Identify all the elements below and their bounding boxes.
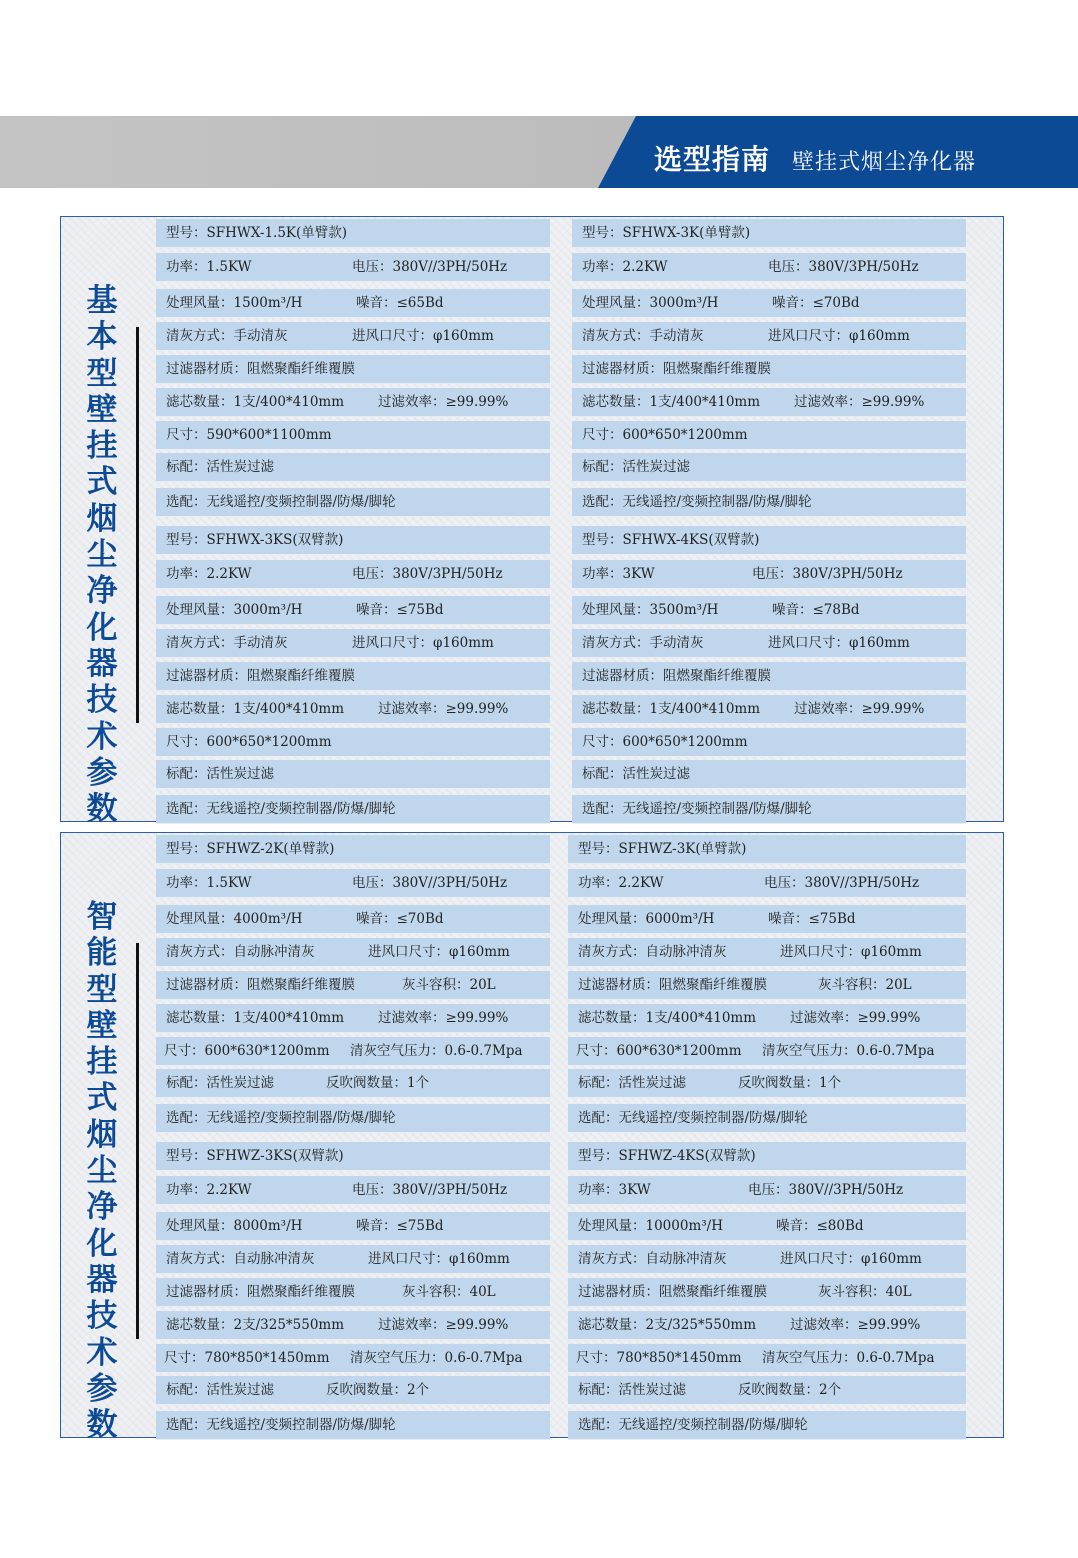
- spec-row-filter-material: [156, 971, 550, 1000]
- spec-row-filter-material: [156, 662, 550, 691]
- spec-voltage: 电压：380V/3PH/50Hz: [768, 259, 919, 275]
- spec-row-power: [156, 253, 550, 282]
- spec-row-airflow: [156, 1212, 550, 1241]
- spec-airflow: 处理风量：10000m³/H: [578, 1218, 723, 1234]
- spec-cleaning: 清灰方式：自动脉冲清灰: [578, 944, 727, 960]
- spec-air-pressure: 清灰空气压力：0.6-0.7Mpa: [762, 1043, 935, 1059]
- header-gray-band: [0, 116, 640, 188]
- spec-filter-count: 滤芯数量：2支/325*550mm: [166, 1317, 345, 1333]
- spec-power: 功率：2.2KW: [166, 566, 252, 582]
- spec-efficiency: 过滤效率：≥99.99%: [790, 1010, 921, 1026]
- spec-row-filter-count: [572, 388, 966, 417]
- spec-row-standard: [572, 760, 966, 789]
- spec-cleaning: 清灰方式：自动脉冲清灰: [166, 1251, 315, 1267]
- spec-row-size: [572, 728, 966, 757]
- spec-filter-material: 过滤器材质：阻燃聚酯纤维覆膜: [166, 361, 355, 377]
- spec-row-standard: [156, 760, 550, 789]
- spec-voltage: 电压：380V/3PH/50Hz: [752, 566, 903, 582]
- spec-airflow: 处理风量：8000m³/H: [166, 1218, 303, 1234]
- spec-row-airflow: [156, 596, 550, 625]
- spec-voltage: 电压：380V//3PH/50Hz: [748, 1182, 904, 1198]
- spec-hopper: 灰斗容积：40L: [818, 1284, 912, 1300]
- spec-airflow: 处理风量：4000m³/H: [166, 911, 303, 927]
- spec-row-cleaning: [572, 629, 966, 658]
- spec-row-power: [568, 869, 966, 898]
- spec-efficiency: 过滤效率：≥99.99%: [790, 1317, 921, 1333]
- spec-standard: 标配：活性炭过滤: [578, 1382, 686, 1398]
- spec-cleaning: 清灰方式：自动脉冲清灰: [578, 1251, 727, 1267]
- spec-row-power: [572, 560, 966, 589]
- spec-noise: 噪音：≤70Bd: [772, 295, 860, 311]
- spec-row-filter-count: [156, 388, 550, 417]
- spec-cleaning: 清灰方式：手动清灰: [582, 328, 704, 344]
- spec-size: 尺寸：600*650*1200mm: [166, 734, 332, 750]
- spec-standard: 标配：活性炭过滤: [166, 1382, 274, 1398]
- spec-filter-count: 滤芯数量：1支/400*410mm: [166, 394, 345, 410]
- product-card-sfhwz-2k: [156, 835, 550, 1133]
- spec-inlet: 进风口尺寸：φ160mm: [768, 635, 910, 651]
- spec-noise: 噪音：≤65Bd: [356, 295, 444, 311]
- spec-inlet: 进风口尺寸：φ160mm: [368, 944, 510, 960]
- spec-row-filter-material: [568, 1278, 966, 1307]
- spec-valves: 反吹阀数量：1个: [326, 1075, 430, 1091]
- spec-size: 尺寸：600*650*1200mm: [582, 734, 748, 750]
- spec-row-size: [156, 1037, 550, 1066]
- spec-model: 型号：SFHWX-4KS(双臂款): [582, 532, 760, 548]
- spec-row-model: [156, 835, 550, 864]
- spec-row-filter-count: [572, 695, 966, 724]
- spec-voltage: 电压：380V//3PH/50Hz: [352, 1182, 508, 1198]
- spec-row-filter-material: [568, 971, 966, 1000]
- spec-row-optional: [156, 488, 550, 517]
- section-title-bar: [136, 327, 139, 723]
- spec-airflow: 处理风量：3000m³/H: [582, 295, 719, 311]
- spec-filter-count: 滤芯数量：2支/325*550mm: [578, 1317, 757, 1333]
- spec-row-model: [572, 219, 966, 248]
- spec-inlet: 进风口尺寸：φ160mm: [352, 635, 494, 651]
- spec-filter-count: 滤芯数量：1支/400*410mm: [582, 701, 761, 717]
- spec-power: 功率：1.5KW: [166, 259, 252, 275]
- spec-row-optional: [572, 488, 966, 517]
- spec-inlet: 进风口尺寸：φ160mm: [780, 1251, 922, 1267]
- spec-row-airflow: [568, 905, 966, 934]
- spec-standard: 标配：活性炭过滤: [582, 766, 690, 782]
- spec-row-cleaning: [156, 629, 550, 658]
- spec-filter-count: 滤芯数量：1支/400*410mm: [582, 394, 761, 410]
- spec-row-model: [568, 835, 966, 864]
- section-title: 智能型壁挂式烟尘净化器技术参数: [86, 899, 118, 1444]
- spec-power: 功率：3KW: [578, 1182, 651, 1198]
- spec-filter-material: 过滤器材质：阻燃聚酯纤维覆膜: [578, 977, 767, 993]
- spec-cleaning: 清灰方式：自动脉冲清灰: [166, 944, 315, 960]
- spec-efficiency: 过滤效率：≥99.99%: [378, 701, 509, 717]
- spec-row-power: [156, 869, 550, 898]
- spec-row-filter-material: [156, 1278, 550, 1307]
- spec-row-cleaning: [156, 1245, 550, 1274]
- spec-filter-material: 过滤器材质：阻燃聚酯纤维覆膜: [166, 1284, 355, 1300]
- spec-row-airflow: [156, 905, 550, 934]
- spec-row-power: [572, 253, 966, 282]
- section-title: 基本型壁挂式烟尘净化器技术参数: [86, 283, 118, 828]
- spec-voltage: 电压：380V//3PH/50Hz: [352, 875, 508, 891]
- spec-row-optional: [156, 1411, 550, 1440]
- spec-row-filter-material: [572, 355, 966, 384]
- spec-row-filter-count: [156, 1004, 550, 1033]
- spec-row-optional: [568, 1104, 966, 1133]
- spec-filter-count: 滤芯数量：1支/400*410mm: [166, 701, 345, 717]
- spec-row-size: [568, 1037, 966, 1066]
- spec-row-standard: [568, 1069, 966, 1098]
- spec-optional: 选配：无线遥控/变频控制器/防爆/脚轮: [166, 801, 396, 817]
- spec-row-standard: [572, 453, 966, 482]
- spec-row-model: [156, 526, 550, 555]
- spec-filter-material: 过滤器材质：阻燃聚酯纤维覆膜: [166, 977, 355, 993]
- page-title: 选型指南: [654, 143, 771, 176]
- spec-size: 尺寸：600*630*1200mm: [164, 1043, 330, 1059]
- spec-row-model: [156, 1142, 550, 1171]
- spec-size: 尺寸：600*650*1200mm: [582, 427, 748, 443]
- spec-row-standard: [568, 1376, 966, 1405]
- spec-standard: 标配：活性炭过滤: [166, 459, 274, 475]
- spec-row-standard: [156, 1376, 550, 1405]
- spec-efficiency: 过滤效率：≥99.99%: [378, 394, 509, 410]
- spec-row-power: [156, 560, 550, 589]
- spec-size: 尺寸：780*850*1450mm: [576, 1350, 742, 1366]
- spec-row-size: [568, 1344, 966, 1373]
- spec-row-standard: [156, 1069, 550, 1098]
- spec-model: 型号：SFHWZ-4KS(双臂款): [578, 1148, 756, 1164]
- spec-standard: 标配：活性炭过滤: [166, 766, 274, 782]
- spec-row-airflow: [572, 289, 966, 318]
- spec-model: 型号：SFHWZ-3K(单臂款): [578, 841, 747, 857]
- spec-standard: 标配：活性炭过滤: [166, 1075, 274, 1091]
- spec-optional: 选配：无线遥控/变频控制器/防爆/脚轮: [166, 1417, 396, 1433]
- spec-row-airflow: [568, 1212, 966, 1241]
- spec-row-airflow: [156, 289, 550, 318]
- spec-noise: 噪音：≤80Bd: [776, 1218, 864, 1234]
- section-title-bar: [136, 943, 139, 1339]
- spec-model: 型号：SFHWZ-2K(单臂款): [166, 841, 335, 857]
- spec-optional: 选配：无线遥控/变频控制器/防爆/脚轮: [166, 494, 396, 510]
- spec-row-filter-material: [572, 662, 966, 691]
- spec-model: 型号：SFHWX-3KS(双臂款): [166, 532, 344, 548]
- smart-model-section: [60, 832, 1004, 1444]
- spec-optional: 选配：无线遥控/变频控制器/防爆/脚轮: [578, 1110, 808, 1126]
- spec-row-optional: [156, 795, 550, 824]
- product-card-sfhwx-1-5k: [156, 219, 550, 517]
- spec-row-cleaning: [572, 322, 966, 351]
- product-card-sfhwz-3ks: [156, 1142, 550, 1440]
- spec-row-airflow: [572, 596, 966, 625]
- spec-filter-count: 滤芯数量：1支/400*410mm: [166, 1010, 345, 1026]
- spec-row-optional: [572, 795, 966, 824]
- spec-hopper: 灰斗容积：40L: [402, 1284, 496, 1300]
- spec-row-power: [156, 1176, 550, 1205]
- spec-power: 功率：3KW: [582, 566, 655, 582]
- spec-efficiency: 过滤效率：≥99.99%: [794, 701, 925, 717]
- spec-air-pressure: 清灰空气压力：0.6-0.7Mpa: [762, 1350, 935, 1366]
- spec-optional: 选配：无线遥控/变频控制器/防爆/脚轮: [578, 1417, 808, 1433]
- spec-row-optional: [156, 1104, 550, 1133]
- spec-row-size: [156, 1344, 550, 1373]
- spec-noise: 噪音：≤75Bd: [356, 1218, 444, 1234]
- spec-inlet: 进风口尺寸：φ160mm: [780, 944, 922, 960]
- spec-power: 功率：2.2KW: [166, 1182, 252, 1198]
- spec-row-size: [156, 728, 550, 757]
- spec-efficiency: 过滤效率：≥99.99%: [794, 394, 925, 410]
- spec-cleaning: 清灰方式：手动清灰: [166, 328, 288, 344]
- spec-power: 功率：1.5KW: [166, 875, 252, 891]
- spec-row-optional: [568, 1411, 966, 1440]
- spec-filter-count: 滤芯数量：1支/400*410mm: [578, 1010, 757, 1026]
- spec-airflow: 处理风量：3500m³/H: [582, 602, 719, 618]
- spec-hopper: 灰斗容积：20L: [818, 977, 912, 993]
- spec-cleaning: 清灰方式：手动清灰: [582, 635, 704, 651]
- spec-row-model: [572, 526, 966, 555]
- spec-airflow: 处理风量：6000m³/H: [578, 911, 715, 927]
- spec-noise: 噪音：≤70Bd: [356, 911, 444, 927]
- spec-optional: 选配：无线遥控/变频控制器/防爆/脚轮: [166, 1110, 396, 1126]
- spec-row-cleaning: [156, 938, 550, 967]
- spec-size: 尺寸：600*630*1200mm: [576, 1043, 742, 1059]
- basic-model-section: [60, 216, 1004, 828]
- spec-filter-material: 过滤器材质：阻燃聚酯纤维覆膜: [582, 668, 771, 684]
- spec-filter-material: 过滤器材质：阻燃聚酯纤维覆膜: [582, 361, 771, 377]
- spec-row-size: [572, 421, 966, 450]
- spec-hopper: 灰斗容积：20L: [402, 977, 496, 993]
- spec-row-filter-material: [156, 355, 550, 384]
- spec-airflow: 处理风量：3000m³/H: [166, 602, 303, 618]
- spec-row-cleaning: [568, 1245, 966, 1274]
- spec-power: 功率：2.2KW: [582, 259, 668, 275]
- spec-air-pressure: 清灰空气压力：0.6-0.7Mpa: [350, 1350, 523, 1366]
- spec-inlet: 进风口尺寸：φ160mm: [368, 1251, 510, 1267]
- spec-efficiency: 过滤效率：≥99.99%: [378, 1010, 509, 1026]
- spec-row-power: [568, 1176, 966, 1205]
- product-card-sfhwx-3k: [572, 219, 966, 517]
- spec-voltage: 电压：380V//3PH/50Hz: [352, 259, 508, 275]
- product-card-sfhwx-4ks: [572, 526, 966, 824]
- spec-row-filter-count: [156, 695, 550, 724]
- spec-row-filter-count: [156, 1311, 550, 1340]
- spec-optional: 选配：无线遥控/变频控制器/防爆/脚轮: [582, 494, 812, 510]
- product-card-sfhwz-3k: [568, 835, 966, 1133]
- spec-valves: 反吹阀数量：2个: [326, 1382, 430, 1398]
- spec-row-cleaning: [568, 938, 966, 967]
- spec-efficiency: 过滤效率：≥99.99%: [378, 1317, 509, 1333]
- product-card-sfhwz-4ks: [568, 1142, 966, 1440]
- spec-noise: 噪音：≤75Bd: [768, 911, 856, 927]
- spec-air-pressure: 清灰空气压力：0.6-0.7Mpa: [350, 1043, 523, 1059]
- spec-row-filter-count: [568, 1004, 966, 1033]
- spec-power: 功率：2.2KW: [578, 875, 664, 891]
- spec-inlet: 进风口尺寸：φ160mm: [768, 328, 910, 344]
- spec-row-model: [568, 1142, 966, 1171]
- spec-row-standard: [156, 453, 550, 482]
- page-subtitle: 壁挂式烟尘净化器: [792, 150, 977, 175]
- spec-row-cleaning: [156, 322, 550, 351]
- spec-filter-material: 过滤器材质：阻燃聚酯纤维覆膜: [578, 1284, 767, 1300]
- spec-inlet: 进风口尺寸：φ160mm: [352, 328, 494, 344]
- spec-size: 尺寸：590*600*1100mm: [166, 427, 332, 443]
- spec-model: 型号：SFHWZ-3KS(双臂款): [166, 1148, 344, 1164]
- product-card-sfhwx-3ks: [156, 526, 550, 824]
- spec-size: 尺寸：780*850*1450mm: [164, 1350, 330, 1366]
- spec-noise: 噪音：≤78Bd: [772, 602, 860, 618]
- spec-filter-material: 过滤器材质：阻燃聚酯纤维覆膜: [166, 668, 355, 684]
- spec-voltage: 电压：380V/3PH/50Hz: [352, 566, 503, 582]
- spec-row-size: [156, 421, 550, 450]
- spec-airflow: 处理风量：1500m³/H: [166, 295, 303, 311]
- spec-noise: 噪音：≤75Bd: [356, 602, 444, 618]
- spec-valves: 反吹阀数量：2个: [738, 1382, 842, 1398]
- spec-model: 型号：SFHWX-1.5K(单臂款): [166, 225, 348, 241]
- spec-optional: 选配：无线遥控/变频控制器/防爆/脚轮: [582, 801, 812, 817]
- spec-voltage: 电压：380V//3PH/50Hz: [764, 875, 920, 891]
- spec-standard: 标配：活性炭过滤: [578, 1075, 686, 1091]
- spec-row-model: [156, 219, 550, 248]
- spec-cleaning: 清灰方式：手动清灰: [166, 635, 288, 651]
- page-header: [654, 138, 976, 178]
- spec-row-filter-count: [568, 1311, 966, 1340]
- spec-valves: 反吹阀数量：1个: [738, 1075, 842, 1091]
- spec-model: 型号：SFHWX-3K(单臂款): [582, 225, 751, 241]
- spec-standard: 标配：活性炭过滤: [582, 459, 690, 475]
